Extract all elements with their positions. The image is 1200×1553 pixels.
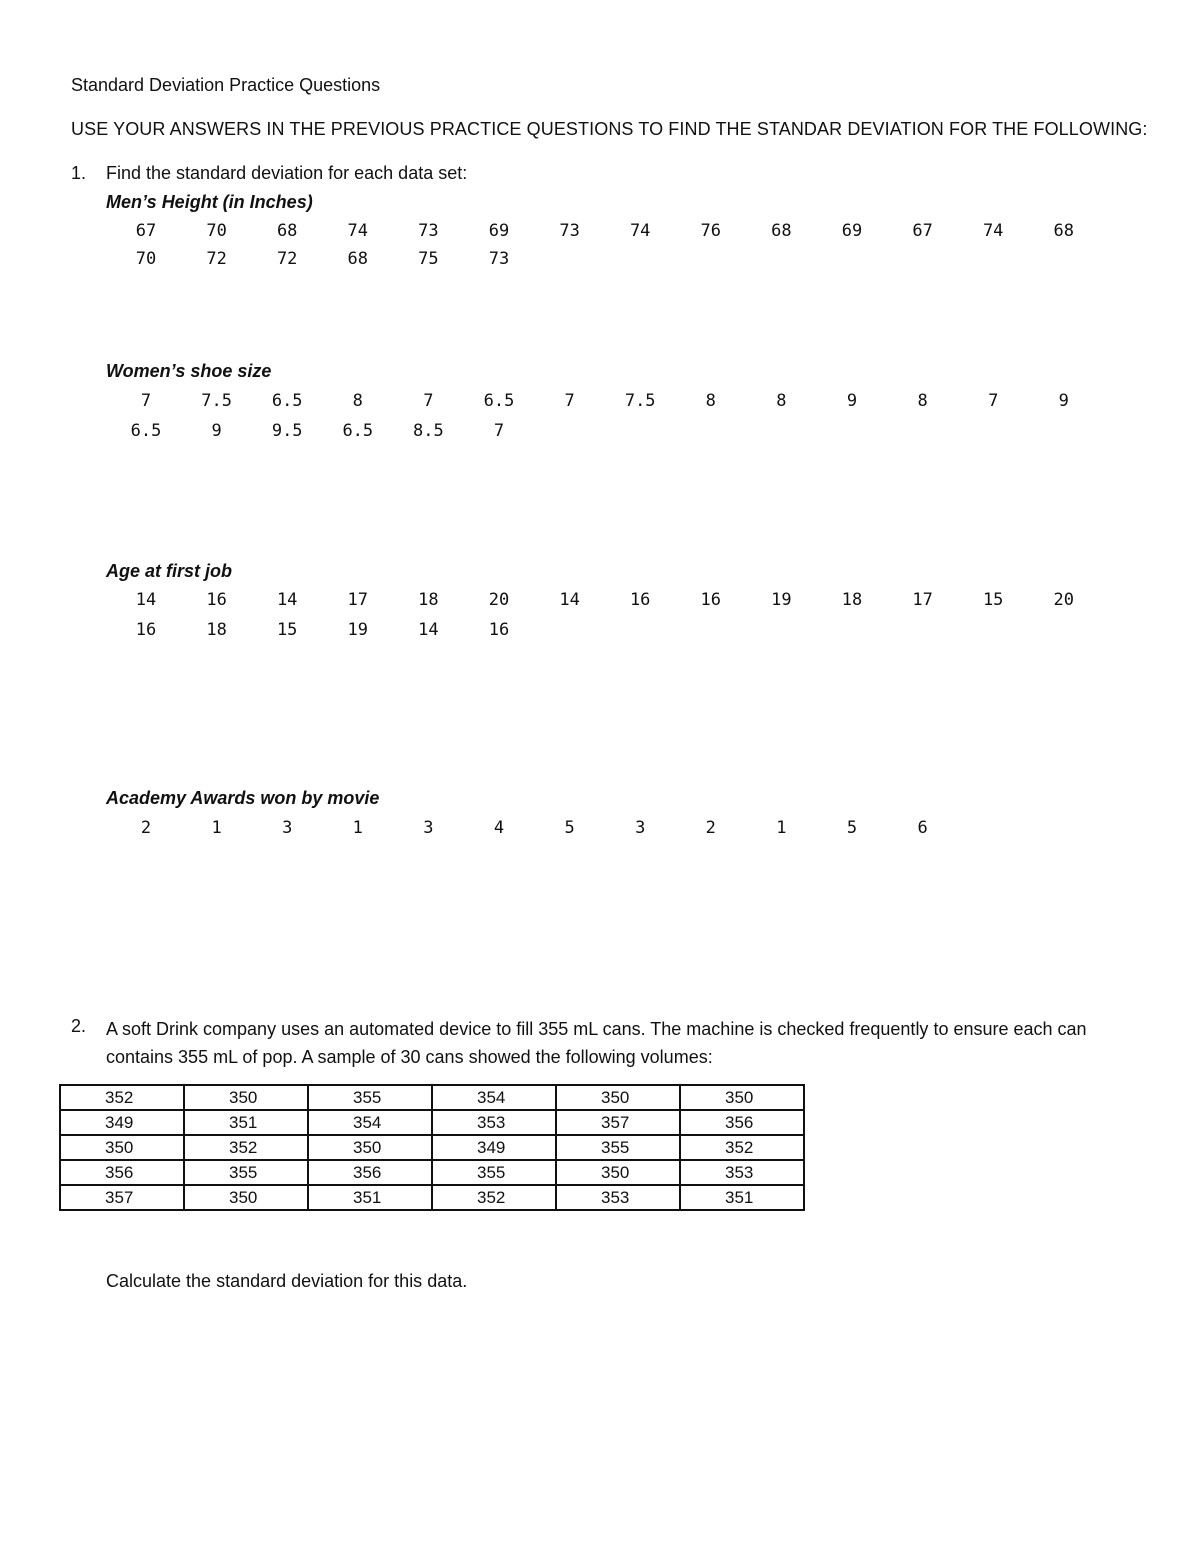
table-row [60, 1135, 804, 1160]
table-cell: 349 [60, 1110, 184, 1135]
table-cell: 351 [680, 1185, 804, 1210]
data-value: 69 [488, 221, 510, 241]
data-value: 67 [135, 221, 157, 241]
data-value: 5 [564, 818, 575, 838]
table-cell: 350 [556, 1160, 680, 1185]
data-value: 4 [493, 818, 505, 838]
data-row [106, 247, 1106, 271]
data-value: 18 [418, 590, 439, 610]
table-cell: 356 [308, 1160, 432, 1185]
data-value: 2 [705, 818, 716, 838]
data-value: 14 [276, 590, 298, 610]
instruction-text: USE YOUR ANSWERS IN THE PREVIOUS PRACTICE QUESTIONS TO FIND THE STANDAR DEVIATION FOR THE FOLLOWING: [71, 119, 1148, 139]
table-cell: 357 [556, 1110, 680, 1135]
data-value: 68 [1053, 221, 1075, 241]
data-value: 1 [211, 818, 222, 838]
table-cell: 351 [308, 1185, 432, 1210]
question-1-number: 1. [71, 163, 87, 183]
data-value: 68 [276, 221, 298, 241]
data-set-label-academy-awards: Academy Awards won by movie [106, 788, 380, 808]
table-cell: 354 [432, 1085, 556, 1110]
data-value: 73 [488, 249, 510, 269]
data-value: 9 [846, 391, 858, 411]
data-value: 8 [705, 391, 716, 411]
data-value: 16 [700, 590, 722, 610]
data-row [106, 816, 1106, 840]
data-row [106, 618, 1106, 642]
data-value: 74 [629, 221, 651, 241]
data-value: 16 [206, 590, 227, 610]
data-value: 16 [135, 620, 157, 640]
data-value: 7 [988, 391, 999, 411]
data-value: 1 [352, 818, 363, 838]
table-cell: 357 [60, 1185, 184, 1210]
data-value: 14 [418, 620, 439, 640]
table-row [60, 1185, 804, 1210]
data-row [106, 389, 1106, 413]
table-row [60, 1085, 804, 1110]
table-cell: 355 [308, 1085, 432, 1110]
question-2-number: 2. [71, 1016, 87, 1036]
page-title: Standard Deviation Practice Questions [71, 75, 381, 95]
table-cell: 349 [432, 1135, 556, 1160]
data-value: 19 [347, 620, 369, 640]
can-volumes-table-body [60, 1085, 804, 1210]
table-cell: 354 [308, 1110, 432, 1135]
data-value: 2 [140, 818, 152, 838]
data-value: 20 [1053, 590, 1075, 610]
data-value: 70 [206, 221, 227, 241]
table-cell: 355 [556, 1135, 680, 1160]
table-cell: 353 [680, 1160, 804, 1185]
data-value: 8 [352, 391, 363, 411]
table-cell: 353 [432, 1110, 556, 1135]
data-set-label-womens-shoe-size: Women’s shoe size [106, 361, 272, 381]
data-value: 3 [423, 818, 434, 838]
table-cell: 355 [184, 1160, 308, 1185]
data-value: 15 [276, 620, 298, 640]
data-value: 76 [700, 221, 722, 241]
table-cell: 352 [60, 1085, 184, 1110]
can-volumes-table [59, 1084, 805, 1211]
table-cell: 356 [680, 1110, 804, 1135]
table-cell: 351 [184, 1110, 308, 1135]
data-value: 7.5 [201, 391, 232, 411]
table-cell: 350 [308, 1135, 432, 1160]
data-value: 75 [418, 249, 439, 269]
data-value: 16 [629, 590, 651, 610]
table-cell: 350 [60, 1135, 184, 1160]
table-cell: 356 [60, 1160, 184, 1185]
table-cell: 352 [680, 1135, 804, 1160]
data-value: 6.5 [342, 421, 374, 441]
table-cell: 350 [556, 1085, 680, 1110]
data-row [106, 219, 1106, 243]
data-value: 70 [135, 249, 157, 269]
data-value: 9 [211, 421, 222, 441]
table-cell: 355 [432, 1160, 556, 1185]
data-value: 7 [564, 391, 575, 411]
data-value: 3 [635, 818, 646, 838]
data-value: 6.5 [130, 421, 162, 441]
data-value: 17 [912, 590, 933, 610]
data-value: 68 [347, 249, 369, 269]
table-cell: 353 [556, 1185, 680, 1210]
data-value: 18 [841, 590, 863, 610]
question-1-text: Find the standard deviation for each data set: [106, 163, 468, 183]
data-value: 74 [982, 221, 1004, 241]
data-row [106, 588, 1106, 612]
data-value: 14 [559, 590, 580, 610]
data-value: 67 [912, 221, 933, 241]
data-value: 8.5 [413, 421, 444, 441]
data-value: 3 [282, 818, 293, 838]
data-value: 8 [776, 391, 787, 411]
data-value: 9 [1058, 391, 1069, 411]
table-row [60, 1110, 804, 1135]
data-value: 6 [917, 818, 928, 838]
calculate-instruction: Calculate the standard deviation for this data. [106, 1271, 468, 1291]
data-value: 74 [347, 221, 369, 241]
table-cell: 352 [184, 1135, 308, 1160]
data-value: 73 [418, 221, 439, 241]
data-row [106, 419, 1106, 443]
data-value: 68 [771, 221, 792, 241]
data-value: 18 [206, 620, 227, 640]
data-value: 7.5 [624, 391, 656, 411]
table-cell: 352 [432, 1185, 556, 1210]
data-value: 73 [559, 221, 580, 241]
data-value: 19 [771, 590, 792, 610]
table-row [60, 1160, 804, 1185]
data-value: 1 [776, 818, 787, 838]
data-value: 72 [276, 249, 298, 269]
table-cell: 350 [680, 1085, 804, 1110]
data-value: 7 [493, 421, 505, 441]
data-value: 72 [206, 249, 227, 269]
data-value: 8 [917, 391, 928, 411]
data-value: 6.5 [271, 391, 303, 411]
data-set-label-age-at-first-job: Age at first job [106, 561, 233, 581]
data-value: 5 [846, 818, 858, 838]
data-value: 7 [140, 391, 152, 411]
data-value: 15 [982, 590, 1004, 610]
data-value: 6.5 [483, 391, 515, 411]
data-value: 20 [488, 590, 510, 610]
data-set-label-mens-height: Men’s Height (in Inches) [106, 192, 313, 212]
data-value: 9.5 [271, 421, 303, 441]
table-cell: 350 [184, 1185, 308, 1210]
table-cell: 350 [184, 1085, 308, 1110]
question-2-text: A soft Drink company uses an automated device to fill 355 mL cans. The machine is checked frequently to ensure each can contains 355 mL of pop. A sample of 30 cans showed the following volumes: [106, 1019, 1087, 1067]
data-value: 17 [347, 590, 369, 610]
data-value: 16 [488, 620, 510, 640]
data-value: 14 [135, 590, 157, 610]
data-value: 69 [841, 221, 863, 241]
data-value: 7 [423, 391, 434, 411]
